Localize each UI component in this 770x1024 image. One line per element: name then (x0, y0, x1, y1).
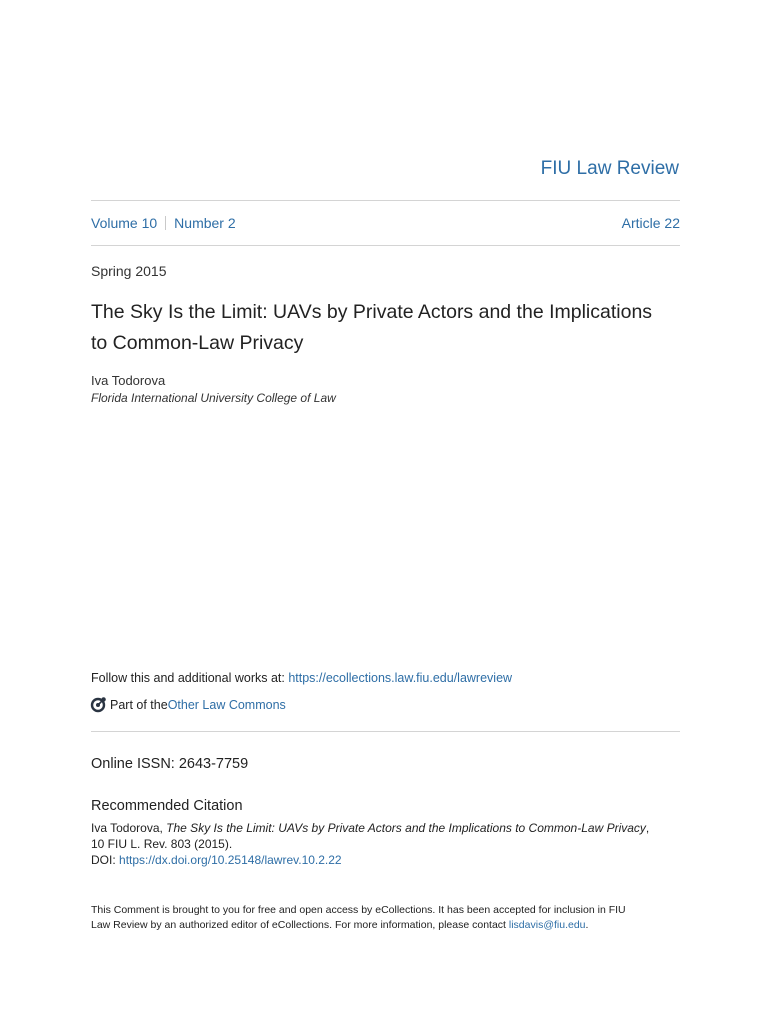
doi-link[interactable]: https://dx.doi.org/10.25148/lawrev.10.2.22 (119, 853, 342, 867)
article-title-line-2: to Common-Law Privacy (91, 332, 304, 354)
follow-line (91, 671, 512, 685)
author-name: Iva Todorova (91, 373, 166, 388)
article-title-line-1: The Sky Is the Limit: UAVs by Private Actors and the Implications (91, 301, 653, 323)
issue-separator (165, 216, 166, 230)
issue-divider (91, 245, 680, 246)
part-of-line (90, 696, 286, 713)
author-affiliation: Florida International University College of Law (91, 391, 336, 405)
number-link[interactable]: Number 2 (174, 215, 236, 231)
footer-notice (91, 903, 683, 933)
citation-reference: 10 FIU L. Rev. 803 (2015). (91, 837, 233, 851)
footer-line-1: This Comment is brought to you for free and open access by eCollections. It has been accepted for inclusion in FIU (91, 904, 626, 916)
citation-doi-line (91, 852, 691, 868)
other-law-commons-link[interactable]: Other Law Commons (167, 697, 286, 712)
doi-label: DOI: (91, 853, 120, 867)
citation-title: The Sky Is the Limit: UAVs by Private Actors and the Implications to Common-Law Privacy (166, 821, 646, 835)
citation-author: Iva Todorova, (91, 821, 167, 835)
collection-url-link[interactable]: https://ecollections.law.fiu.edu/lawreview (288, 671, 513, 685)
citation-block (91, 820, 691, 868)
top-divider (91, 200, 680, 201)
article-title (91, 297, 691, 359)
contact-email-link[interactable]: lisdavis@fiu.edu (508, 919, 586, 931)
issue-info-row (91, 215, 680, 231)
publication-date: Spring 2015 (91, 263, 167, 279)
journal-title-link[interactable]: FIU Law Review (540, 158, 679, 179)
volume-link[interactable]: Volume 10 (91, 215, 158, 231)
online-issn: Online ISSN: 2643-7759 (91, 756, 249, 772)
part-of-label: Part of the (110, 697, 168, 712)
footer-end: . (585, 919, 589, 931)
citation-line-1 (91, 820, 691, 836)
follow-label: Follow this and additional works at: (91, 671, 289, 685)
network-icon (90, 696, 107, 713)
recommended-citation-heading: Recommended Citation (91, 798, 243, 814)
footer-line-2 (91, 918, 683, 933)
citation-title-suffix: , (645, 821, 650, 835)
middle-divider (91, 731, 680, 732)
footer-line-2-text: Law Review by an authorized editor of eCollections. For more information, please contact (91, 919, 509, 931)
article-link[interactable]: Article 22 (621, 215, 680, 231)
